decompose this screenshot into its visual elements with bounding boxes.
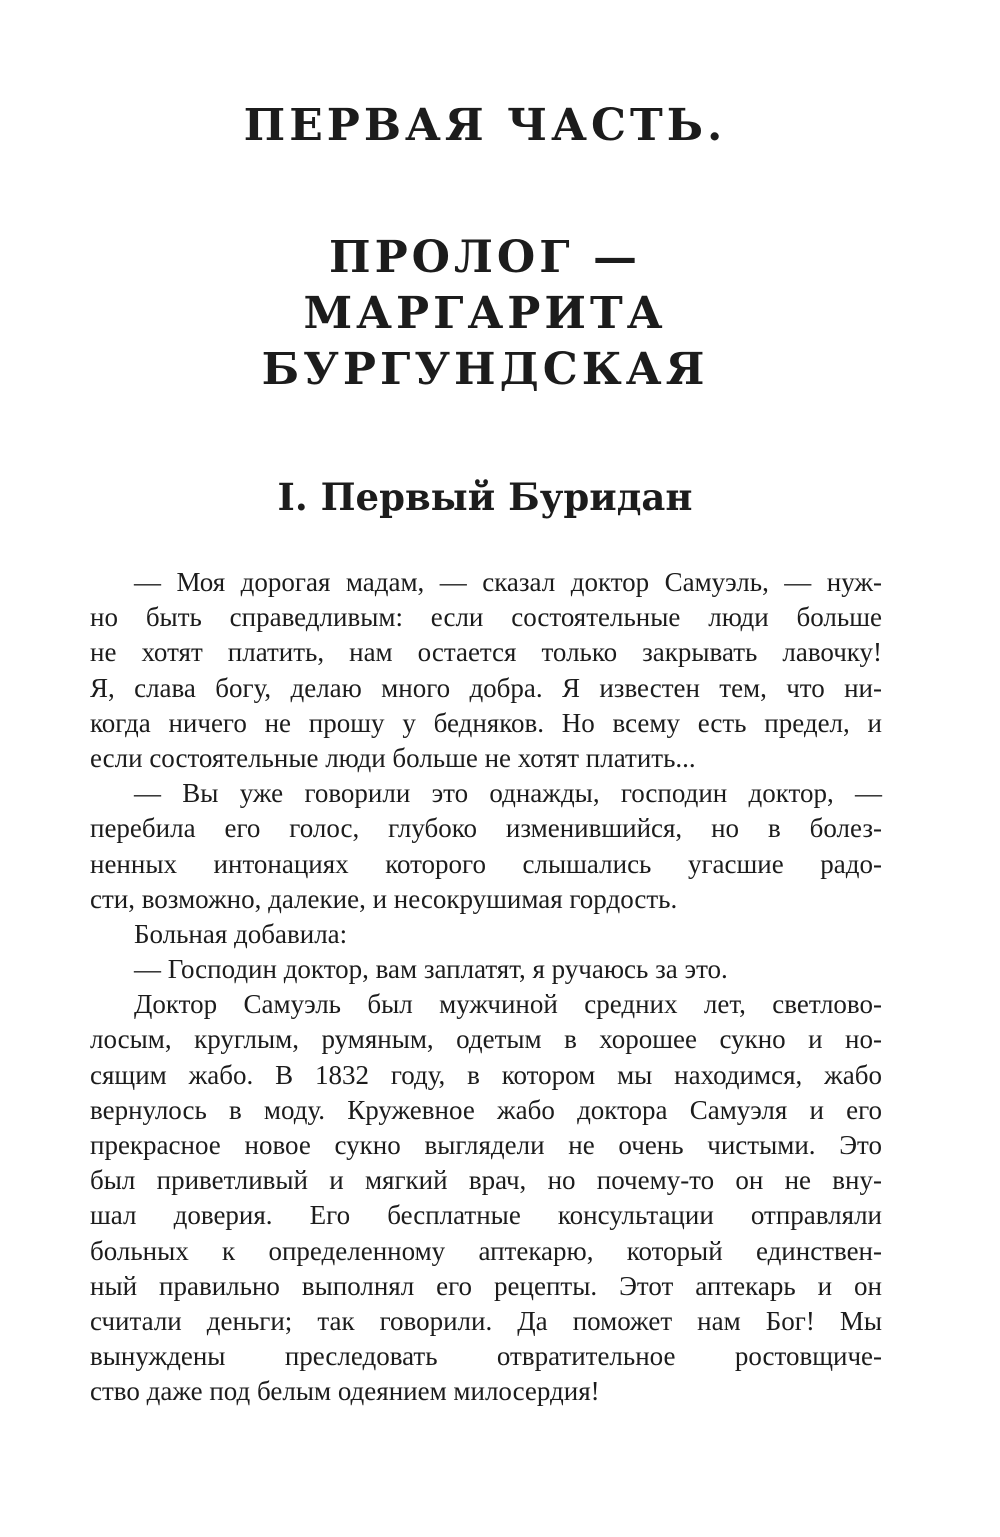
- text-line: когда ничего не прошу у бедняков. Но всему есть предел, и: [90, 707, 882, 738]
- text-line: Я, слава богу, делаю много добра. Я известен тем, что ни-: [90, 672, 882, 703]
- text-line: — Вы уже говорили это однажды, господин доктор, —: [134, 778, 882, 809]
- text-line: — Моя дорогая мадам, — сказал доктор Самуэль, — нуж-: [134, 567, 882, 597]
- text-line: ство даже под белым одеянием милосердия!: [90, 1376, 600, 1407]
- text-line: больных к определенному аптекарю, который единствен-: [90, 1235, 882, 1266]
- text-line: шал доверия. Его бесплатные консультации отправляли: [90, 1200, 882, 1231]
- text-line: ный правильно выполнял его рецепты. Этот аптекарь и он: [90, 1270, 882, 1301]
- text-line: перебила его голос, глубоко изменившийся, но в болез-: [90, 813, 882, 844]
- text-line: сящим жабо. В 1832 году, в котором мы находимся, жабо: [90, 1059, 882, 1090]
- text-line: был приветливый и мягкий врач, но почему-то он не вну-: [90, 1165, 882, 1196]
- text-line: прекрасное новое сукно выглядели не очень чистыми. Это: [90, 1130, 882, 1160]
- chapter-title: I. Первый Буридан: [277, 475, 693, 519]
- prologue-title-line: БУРГУНДСКАЯ: [261, 344, 709, 395]
- text-line: — Господин доктор, вам заплатят, я ручаюсь за это.: [134, 954, 728, 985]
- text-line: лосым, круглым, румяным, одетым в хорошее сукно и но-: [90, 1024, 882, 1055]
- prologue-title-line: МАРГАРИТА: [303, 288, 667, 339]
- text-line: вынуждены преследовать отвратительное ростовщиче-: [90, 1341, 882, 1372]
- text-line: сти, возможно, далекие, и несокрушимая гордость.: [90, 883, 678, 914]
- text-line: ненных интонациях которого слышались угасшие радо-: [90, 848, 882, 879]
- text-line: но быть справедливым: если состоятельные люди больше: [90, 602, 882, 633]
- text-line: если состоятельные люди больше не хотят платить...: [90, 742, 696, 773]
- text-line: Доктор Самуэль был мужчиной средних лет, светлово-: [134, 989, 882, 1020]
- text-line: Больная добавила:: [134, 918, 348, 949]
- part-title: ПЕРВАЯ ЧАСТЬ.: [243, 100, 727, 151]
- text-line: считали деньги; так говорили. Да поможет нам Бог! Мы: [90, 1305, 882, 1336]
- prologue-title: [0, 230, 970, 398]
- text-line: не хотят платить, нам остается только закрывать лавочку!: [90, 637, 882, 668]
- body-text: [90, 565, 882, 1410]
- prologue-title-line: ПРОЛОГ —: [329, 232, 641, 283]
- text-line: вернулось в моду. Кружевное жабо доктора Самуэля и его: [90, 1094, 882, 1125]
